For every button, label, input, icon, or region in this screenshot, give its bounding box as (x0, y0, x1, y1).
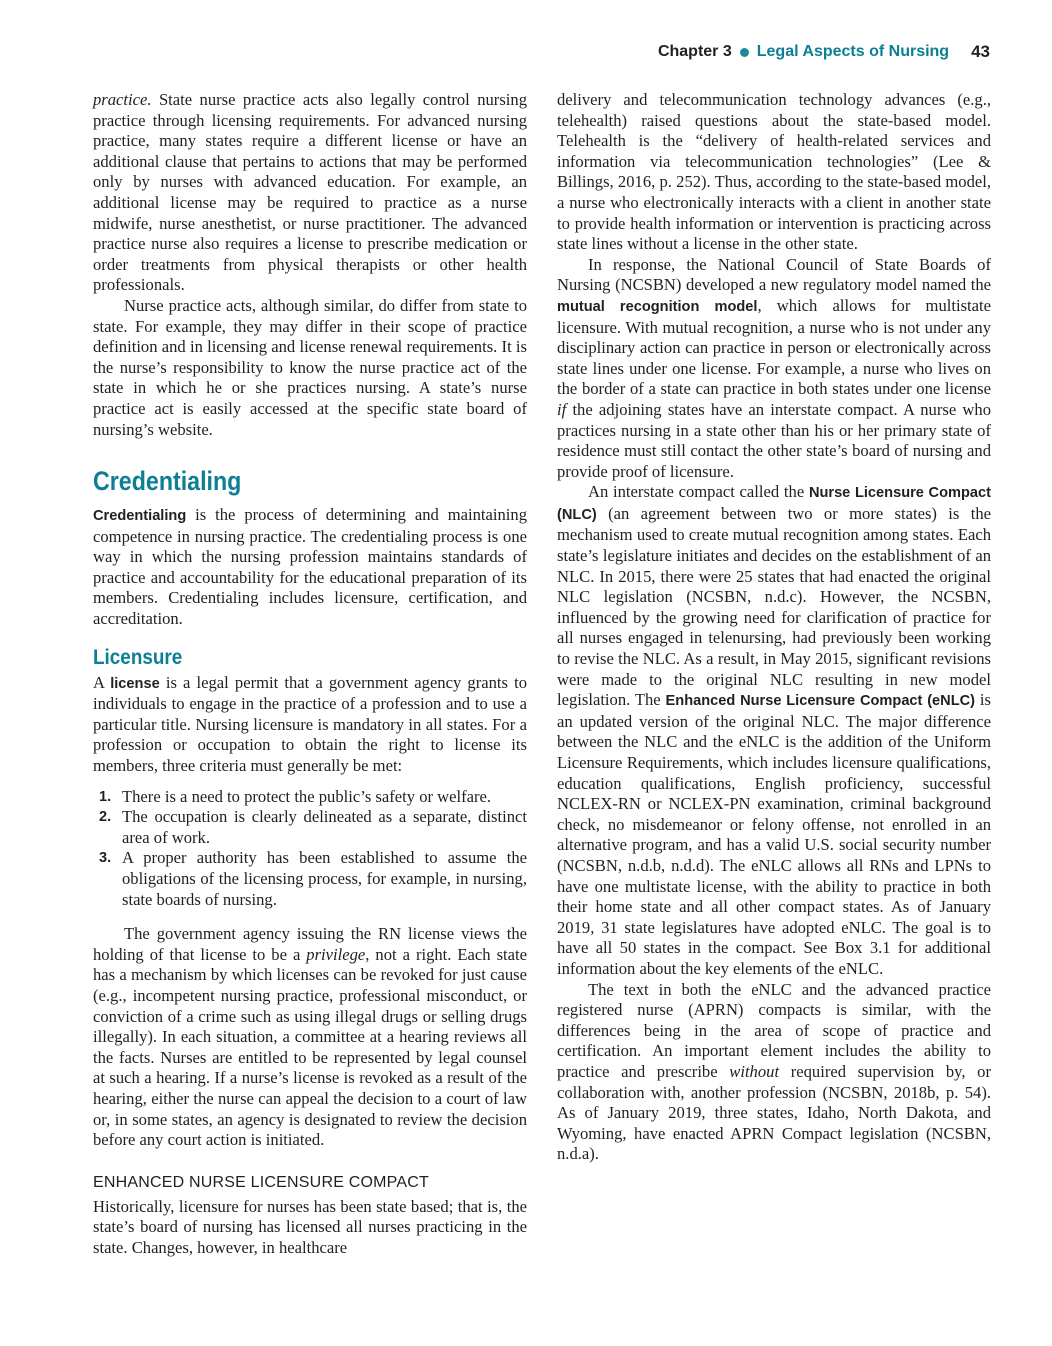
list-item (93, 787, 527, 808)
paragraph: Nurse practice acts, although similar, do differ from state to state. For example, they may differ in their scope of practice definition and in licensing and license renewal requirements. It is the nurse’s responsibility to know the nurse practice act of the state in which he or she practices nursing. A state’s nurse practice act is easily accessed at the specific state board of nursing’s website. (93, 295, 527, 439)
list-text: The occupation is clearly delineated as a separate, distinct area of work. (122, 807, 527, 847)
running-header (658, 42, 990, 62)
chapter-label: Chapter 3 (657, 43, 732, 60)
list-text: There is a need to protect the public’s safety or welfare. (122, 786, 492, 806)
bullet-dot-icon (740, 48, 749, 57)
list-number: 1. (99, 788, 112, 805)
list-item (93, 807, 527, 848)
minor-heading-enlc: ENHANCED NURSE LICENSURE COMPACT (93, 1173, 429, 1191)
paragraph: Historically, licensure for nurses has been state based; that is, the state’s board of nursing has licensed all nurses practicing in the state. Changes, however, in healthcare (93, 1196, 527, 1257)
key-term: license (110, 675, 160, 692)
list-number: 3. (99, 850, 112, 867)
page-number: 43 (971, 42, 990, 61)
list-item (93, 848, 527, 910)
chapter-title: Legal Aspects of Nursing (756, 43, 950, 60)
subsection-heading-licensure: Licensure (93, 645, 183, 669)
paragraph: The text in both the eNLC and the advanced practice registered nurse (APRN) compacts is similar, with the differences being in the area of scope of practice and certification. An important element includes the ability to practice and prescribe without required supervision by, or collaboration with, another profession (NCSBN, 2018b, p. 54). As of January 2019, three states, Idaho, North Dakota, and Wyoming, have enacted APRN Compact legislation (NCSBN, n.d.a). (557, 979, 991, 1164)
paragraph: delivery and telecommunication technology advances (e.g., telehealth) raised questions about the state-based model. Telehealth is the “delivery of health-related services and information via telecommunication technologies” (Lee & Billings, 2016, p. 252). Thus, according to the state-based model, a nurse who electronically interacts with a client in another state to provide health information or intervention is practicing across state lines without a license in the other state. (557, 90, 991, 254)
list-text: A proper authority has been established to assume the obligations of the licensing process, for example, in nursing, state boards of nursing. (122, 848, 527, 909)
section-heading-credentialing: Credentialing (93, 466, 242, 497)
list-number: 2. (99, 809, 112, 826)
paragraph: practice. State nurse practice acts also legally control nursing practice through licensing requirements. For advanced nursing practice, many states require a different license or have an additional clause that pertains to actions that may be performed only by nurses with advanced education. For example, an additional license may be required to practice as a nurse midwife, nurse anesthetist, or nurse practitioner. The advanced practice nurse also requires a license to prescribe medication or order treatments from physical therapists or other health professionals. (93, 90, 527, 295)
criteria-list (93, 787, 527, 911)
paragraph: An interstate compact called the Nurse Licensure Compact (NLC) (an agreement between two or more states) is the mechanism used to create mutual recognition among states. Each state’s legislature initiates and decides on the establishment of an NLC. In 2015, there were 25 states that had enacted the original NLC legislation (NCSBN, n.d.c). However, the NCSBN, influenced by the growing need for clarification of practice for all nurses engaged in telenursing, had previously been working to revise the NLC. As a result, in May 2015, significant revisions were made to the original NLC resulting in new model legislation. The Enhanced Nurse Licensure Compact (eNLC) is an updated version of the original NLC. The major difference between the NLC and the eNLC is the addition of the Uniform Licensure Requirements, which includes licensure qualifications, education qualifications, English proficiency, successful NCLEX-RN or NCLEX-PN examination, criminal background check, no misdemeanor or felony offense, not enrolled in an alternative program, and has a valid U.S. social security number (NCSBN, n.d.b, n.d.d). The eNLC allows all RNs and LPNs to have one multistate license, with the ability to practice in both their home state and all other compact states. As of January 2019, 31 state legislatures have adopted eNLC. The goal is to have all 50 states in the compact. See Box 3.1 for additional information about the key elements of the eNLC. (557, 482, 991, 978)
paragraph: In response, the National Council of State Boards of Nursing (NCSBN) developed a new regulatory model named the mutual recognition model, which allows for multistate licensure. With mutual recognition, a nurse who is not under any disciplinary action can practice in person or electronically across state lines under one license. For example, a nurse who lives on the border of a state can practice in both states under one license if the adjoining states have an interstate compact. A nurse who practices nursing in a state other than his or her primary state of residence must still contact the other state’s board of nursing and provide proof of licensure. (557, 254, 991, 481)
key-term: mutual recognition model (557, 298, 758, 315)
key-term: Credentialing (93, 508, 187, 525)
right-column (557, 90, 991, 1165)
emphasis: practice. (93, 90, 152, 109)
emphasis: if (557, 399, 567, 419)
paragraph: Credentialing is the process of determining and maintaining competence in nursing practice. The credentialing process is one way in which the nursing profession maintains standards of practice and accountability for the educational preparation of its members. Credentialing includes licensure, certification, and accreditation. (93, 505, 527, 629)
key-term: Enhanced Nurse Licensure Compact (eNLC) (665, 693, 976, 710)
key-term: Nurse Licensure Compact (NLC) (557, 485, 991, 523)
paragraph: A license is a legal permit that a government agency grants to individuals to engage in the practice of a profession and to use a particular title. Nursing licensure is mandatory in all states. For a profession or occupation to obtain the right to license its members, three criteria must generally be met: (93, 672, 527, 776)
emphasis: privilege (306, 944, 366, 964)
emphasis: without (729, 1061, 780, 1081)
left-column (93, 90, 527, 1259)
paragraph: The government agency issuing the RN license views the holding of that license to be a privilege, not a right. Each state has a mechanism by which licenses can be revoked for just cause (e.g., incompetent nursing practice, professional misconduct, or conviction of a crime such as using illegal drugs or selling drugs illegally). In each situation, a committee at a hearing reviews all the facts. Nurses are entitled to be represented by legal counsel at such a hearing. If a nurse’s license is revoked as a result of the hearing, either the nurse can appeal the decision to a court of law or, in some states, an agency is designated to review the decision before any court action is initiated. (93, 924, 527, 1150)
